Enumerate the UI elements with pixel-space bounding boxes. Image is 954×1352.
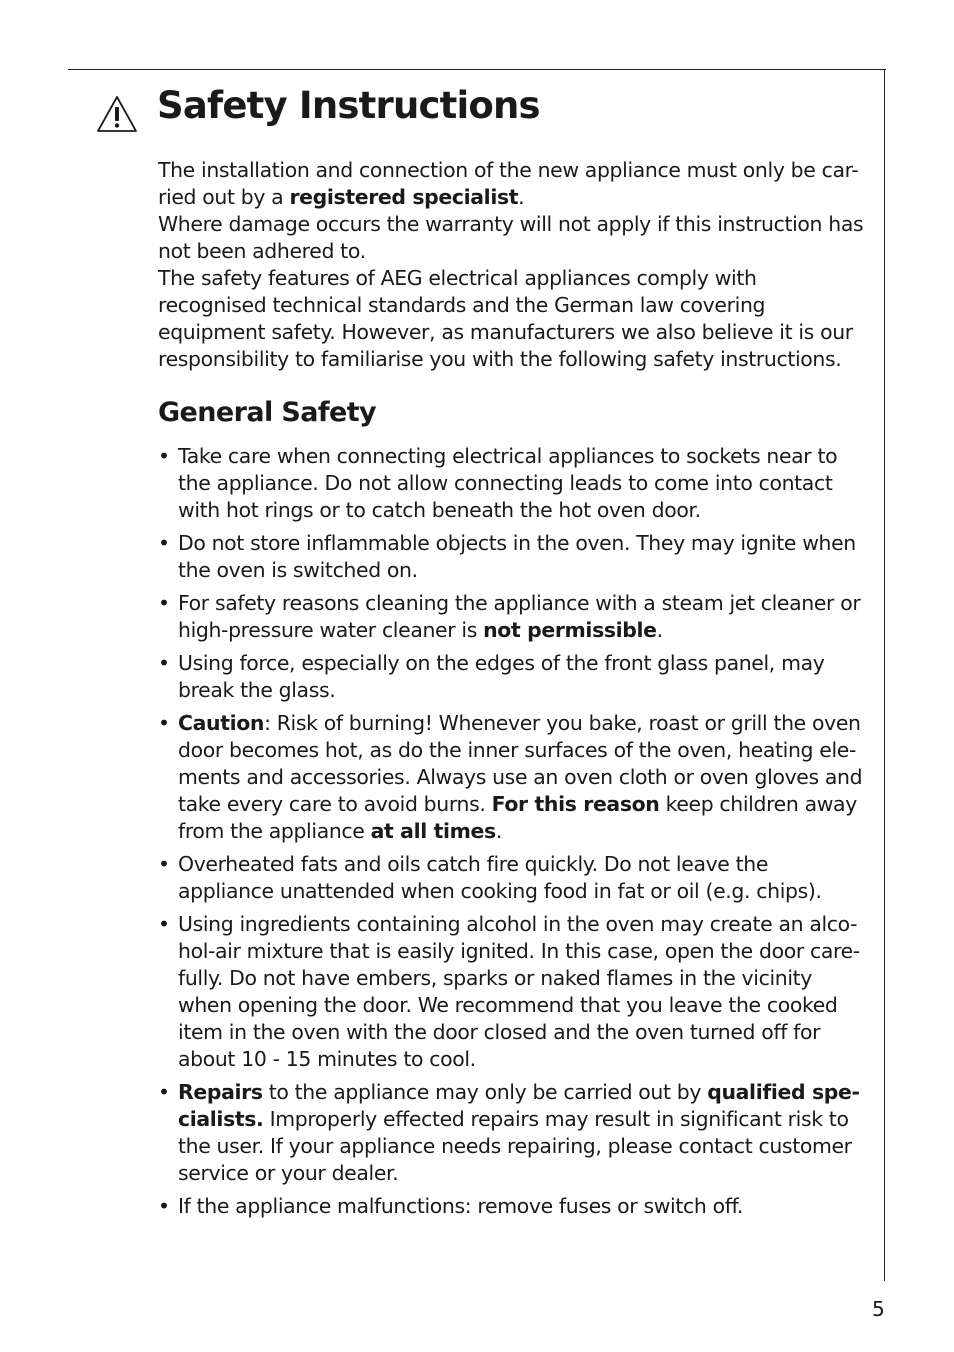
text-run: If the appliance malfunctions: remove fuses or switch off. [178,1194,744,1218]
bold-text: For this reason [491,792,660,816]
text-run: Improperly effected repairs may result in significant risk to the user. If your appliance needs repairing, please contact customer service or your dealer. [178,1107,852,1185]
intro-section [158,157,864,373]
intro-paragraph [158,211,864,265]
warning-triangle-icon [95,94,139,134]
side-rule [884,69,885,1281]
page-number: 5 [872,1297,885,1321]
bold-text: Repairs [178,1080,263,1104]
text-run: : Risk of burning! Whenever you bake, roast or grill the oven door becomes hot, as do the inner surfaces of the oven, heating ele-ments and accessories. Always use an oven cloth or oven gloves and take every care to avoid burns. [178,711,863,816]
list-item [158,1079,864,1187]
list-item [158,530,864,584]
text-run: The installation and connection of the new appliance must only be car-ried out by a [158,158,859,209]
list-item [158,851,864,905]
text-run: Take care when connecting electrical appliances to sockets near to the appliance. Do not allow connecting leads to come into contact with hot rings or to catch beneath the hot oven door. [178,444,838,522]
bold-text: qualified spe-cialists. [178,1080,860,1131]
text-run: . [656,618,663,642]
text-run: keep children away from the appliance [178,792,857,843]
text-run: Using ingredients containing alcohol in the oven may create an alco-hol-air mixture that is easily ignited. In this case, open the door care-fully. Do not have embers, sparks or naked flames in the vicinity when opening the door. We recommend that you leave the cooked item in the oven with the door closed and the oven turned off for about 10 - 15 minutes to cool. [178,912,860,1071]
list-item [158,443,864,524]
list-item [158,590,864,644]
bold-text: registered specialist [289,185,519,209]
safety-list [158,443,864,1220]
page-title: Safety Instructions [157,84,540,127]
text-run: For safety reasons cleaning the appliance with a steam jet cleaner or high-pressure water cleaner is [178,591,861,642]
content [158,157,864,1226]
text-run: . [495,819,502,843]
text-run: The safety features of AEG electrical appliances comply with recognised technical standards and the German law covering equipment safety. However, as manufacturers we also believe it is our responsibility to familiarise you with the following safety instructions. [158,266,853,371]
intro-paragraph [158,157,864,211]
list-item [158,710,864,845]
text-run: Where damage occurs the warranty will not apply if this instruction has not been adhered to. [158,212,864,263]
text-run: . [518,185,525,209]
section-heading: General Safety [158,397,377,428]
text-run: Using force, especially on the edges of the front glass panel, may break the glass. [178,651,825,702]
text-run: Do not store inflammable objects in the oven. They may ignite when the oven is switched on. [178,531,856,582]
list-item [158,1193,864,1220]
bold-text: not permissible [483,618,657,642]
top-rule [68,69,886,70]
text-run: to the appliance may only be carried out by [262,1080,708,1104]
text-run: Overheated fats and oils catch fire quickly. Do not leave the appliance unattended when cooking food in fat or oil (e.g. chips). [178,852,822,903]
list-item [158,650,864,704]
bold-text: Caution [178,711,265,735]
list-item [158,911,864,1073]
bold-text: at all times [370,819,496,843]
intro-paragraph [158,265,864,373]
